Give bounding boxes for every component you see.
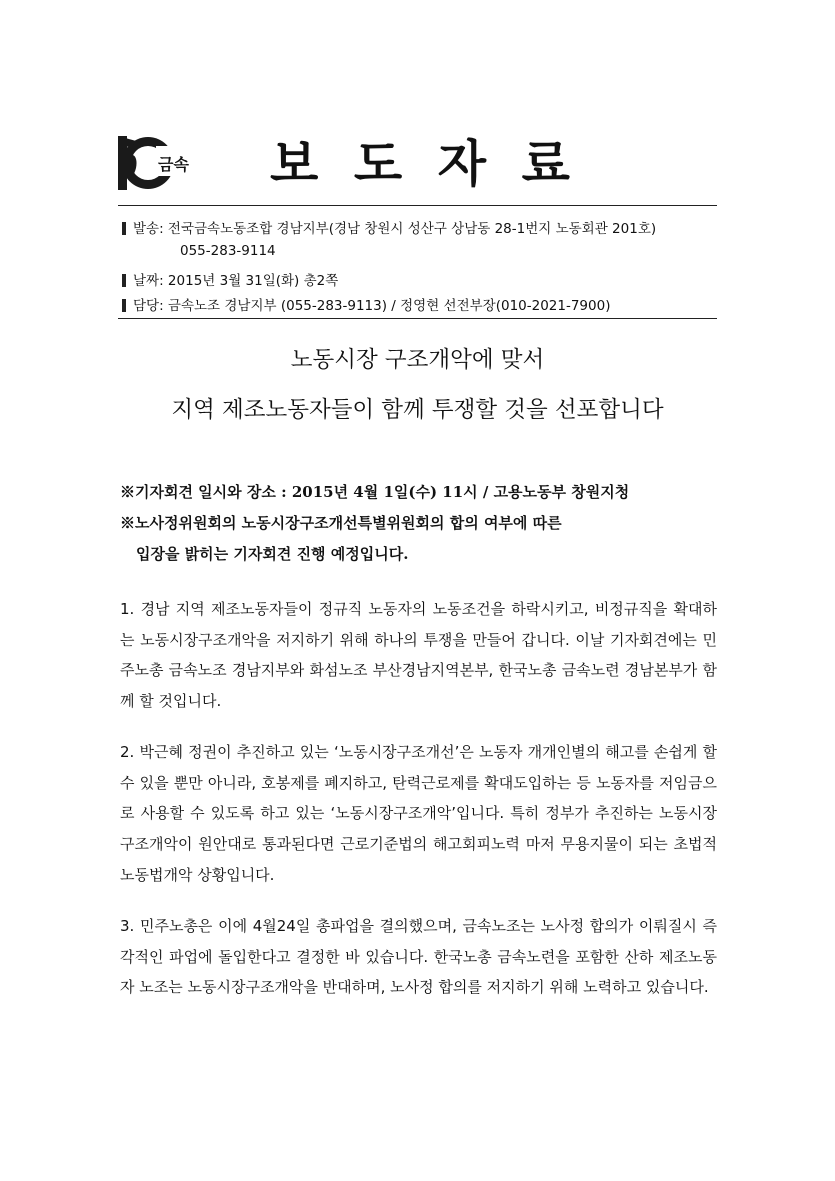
title-char: 자 [437, 134, 487, 193]
sender-line: 발송: 전국금속노동조합 경남지부(경남 창원시 성산구 상남동 28-1번지 노동회관 201호) [133, 221, 657, 237]
bullet-marker [122, 299, 126, 312]
date-line: 날짜: 2015년 3월 31일(화) 총2쪽 [133, 273, 339, 289]
title-char: 료 [521, 134, 570, 193]
sender-info [122, 217, 656, 237]
union-logo [116, 128, 194, 194]
contact-info [122, 294, 610, 314]
headline-line-2: 지역 제조노동자들이 함께 투쟁할 것을 선포합니다 [171, 397, 664, 423]
contact-line: 담당: 금속노조 경남지부 (055-283-9113) / 정영현 선전부장(010-2021-7900) [133, 298, 611, 314]
page-title [270, 128, 570, 192]
notice-agenda: ※노사정위원회의 노동시장구조개선특별위원회의 합의 여부에 따른 [120, 514, 562, 532]
title-char: 보 [270, 134, 319, 193]
paragraph: 1. 경남 지역 제조노동자들이 정규직 노동자의 노동조건을 하락시키고, 비정규직을 확대하는 노동시장구조개악을 저지하기 위해 하나의 투쟁을 만들어 갑니다. 이날 기자회견에는 민주노총 금속노조 경남지부와 화섬노조 부산경남지역본부, 한국노총 금속노련 경남본부가 함께 할 것입니다. [120, 600, 717, 711]
paragraph: 2. 박근혜 정권이 추진하고 있는 ‘노동시장구조개선’은 노동자 개개인별의 해고를 손쉽게 할 수 있을 뿐만 아니라, 호봉제를 폐지하고, 탄력근로제를 확대도입하는 등 노동자를 저임금으로 사용할 수 있도록 하고 있는 ‘노동시장구조개악’입니다. 특히 정부가 추진하는 노동시장구조개악이 원안대로 통과된다면 근로기준법의 해고회피노력 마저 무용지물이 되는 초법적 노동법개악 상황입니다. [120, 743, 717, 884]
header-divider-top [118, 205, 717, 206]
bullet-marker [122, 222, 126, 235]
notice-schedule: ※기자회견 일시와 장소 : 2015년 4월 1일(수) 11시 / 고용노동부 창원지청 [120, 483, 630, 501]
sender-phone: 055-283-9114 [180, 243, 276, 259]
paragraph: 3. 민주노총은 이에 4월24일 총파업을 결의했으며, 금속노조는 노사정 합의가 이뤄질시 즉각적인 파업에 돌입한다고 결정한 바 있습니다. 한국노총 금속노련을 포함한 산하 제조노동자 노조는 노동시장구조개악을 반대하며, 노사정 합의를 저지하기 위해 노력하고 있습니다. [120, 917, 717, 997]
logo-text: 금속 [158, 155, 189, 174]
notice-agenda-cont: 입장을 밝히는 기자회견 진행 예정입니다. [136, 545, 409, 563]
headline-line-1: 노동시장 구조개악에 맞서 [290, 347, 545, 373]
title-char: 도 [353, 134, 403, 193]
date-info [122, 269, 338, 289]
header-divider-bottom [118, 318, 717, 319]
bullet-marker [122, 274, 126, 287]
